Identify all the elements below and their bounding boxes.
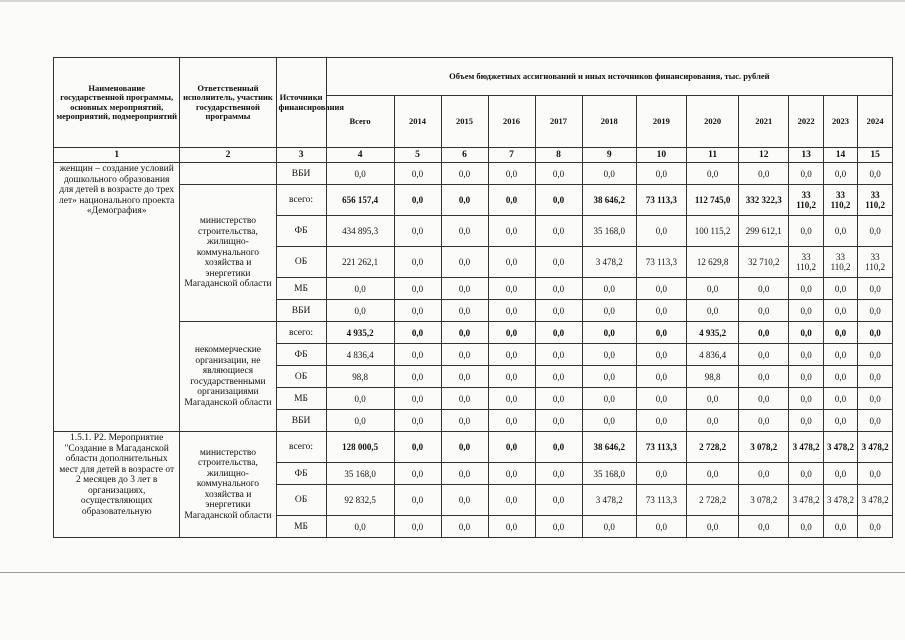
year-value-cell: 0,0: [789, 410, 823, 432]
year-value-cell: 0,0: [858, 322, 893, 344]
year-value-cell: 0,0: [858, 278, 893, 300]
header-year: 2023: [823, 96, 857, 148]
year-value-cell: 0,0: [636, 388, 686, 410]
source-cell: ВБИ: [276, 163, 326, 185]
year-value-cell: 0,0: [535, 300, 582, 322]
year-value-cell: 112 745,0: [686, 185, 738, 216]
year-value-cell: 38 646,2: [582, 432, 636, 463]
year-value-cell: 0,0: [636, 278, 686, 300]
year-value-cell: 3 478,2: [858, 485, 893, 516]
year-value-cell: 0,0: [488, 485, 535, 516]
source-cell: ВБИ: [276, 300, 326, 322]
executor-cell: министерство строительства, жилищно-коммунального хозяйства и энергетики Магаданской области: [180, 185, 276, 322]
year-value-cell: 0,0: [582, 388, 636, 410]
year-value-cell: 0,0: [789, 366, 823, 388]
year-value-cell: 4 935,2: [686, 322, 738, 344]
year-value-cell: 0,0: [686, 163, 738, 185]
header-total: Всего: [326, 96, 394, 148]
year-value-cell: 0,0: [488, 410, 535, 432]
year-value-cell: 3 478,2: [823, 485, 857, 516]
page-bottom-edge: [0, 572, 905, 573]
year-value-cell: 0,0: [535, 516, 582, 538]
year-value-cell: 0,0: [488, 463, 535, 485]
year-value-cell: 0,0: [535, 163, 582, 185]
year-value-cell: 0,0: [789, 516, 823, 538]
year-value-cell: 0,0: [535, 432, 582, 463]
year-value-cell: 0,0: [535, 185, 582, 216]
total-value-cell: 0,0: [326, 163, 394, 185]
year-value-cell: 0,0: [823, 388, 857, 410]
year-value-cell: 0,0: [823, 300, 857, 322]
year-value-cell: 0,0: [739, 322, 789, 344]
table-row: [54, 322, 893, 344]
table-row: [54, 185, 893, 216]
year-value-cell: 0,0: [823, 278, 857, 300]
year-value-cell: 0,0: [823, 463, 857, 485]
year-value-cell: 0,0: [582, 322, 636, 344]
year-value-cell: 0,0: [441, 485, 488, 516]
column-number: 13: [789, 148, 823, 163]
column-number: 11: [686, 148, 738, 163]
header-volume: Объем бюджетных ассигнований и иных источников финансирования, тыс. рублей: [326, 58, 892, 96]
header-year: 2019: [636, 96, 686, 148]
year-value-cell: 0,0: [582, 278, 636, 300]
year-value-cell: 0,0: [394, 247, 441, 278]
year-value-cell: 0,0: [441, 516, 488, 538]
year-value-cell: 33 110,2: [858, 247, 893, 278]
year-value-cell: 2 728,2: [686, 432, 738, 463]
year-value-cell: 0,0: [739, 300, 789, 322]
year-value-cell: 0,0: [535, 278, 582, 300]
header-year: 2016: [488, 96, 535, 148]
year-value-cell: 0,0: [739, 516, 789, 538]
column-number: 8: [535, 148, 582, 163]
column-numbers-row: [54, 148, 893, 163]
year-value-cell: 0,0: [823, 322, 857, 344]
total-value-cell: 0,0: [326, 300, 394, 322]
year-value-cell: 0,0: [858, 388, 893, 410]
year-value-cell: 0,0: [858, 300, 893, 322]
year-value-cell: 0,0: [488, 388, 535, 410]
year-value-cell: 0,0: [582, 344, 636, 366]
year-value-cell: 0,0: [394, 322, 441, 344]
column-number: 1: [54, 148, 180, 163]
total-value-cell: 0,0: [326, 388, 394, 410]
executor-cell: [180, 163, 276, 185]
header-year: 2022: [789, 96, 823, 148]
header-year: 2018: [582, 96, 636, 148]
year-value-cell: 0,0: [789, 463, 823, 485]
source-cell: ФБ: [276, 216, 326, 247]
year-value-cell: 0,0: [535, 366, 582, 388]
year-value-cell: 0,0: [441, 247, 488, 278]
column-number: 10: [636, 148, 686, 163]
year-value-cell: 332 322,3: [739, 185, 789, 216]
year-value-cell: 299 612,1: [739, 216, 789, 247]
column-number: 4: [326, 148, 394, 163]
year-value-cell: 0,0: [739, 344, 789, 366]
year-value-cell: 0,0: [823, 410, 857, 432]
year-value-cell: 0,0: [636, 516, 686, 538]
year-value-cell: 38 646,2: [582, 185, 636, 216]
total-value-cell: 0,0: [326, 278, 394, 300]
total-value-cell: 98,8: [326, 366, 394, 388]
header-year: 2021: [739, 96, 789, 148]
year-value-cell: 0,0: [582, 516, 636, 538]
year-value-cell: 0,0: [739, 278, 789, 300]
year-value-cell: 3 478,2: [789, 432, 823, 463]
year-value-cell: 0,0: [394, 344, 441, 366]
year-value-cell: 100 115,2: [686, 216, 738, 247]
column-number: 9: [582, 148, 636, 163]
total-value-cell: 434 895,3: [326, 216, 394, 247]
year-value-cell: 35 168,0: [582, 463, 636, 485]
year-value-cell: 0,0: [441, 300, 488, 322]
year-value-cell: 0,0: [789, 388, 823, 410]
year-value-cell: 0,0: [394, 366, 441, 388]
year-value-cell: 0,0: [636, 163, 686, 185]
year-value-cell: 32 710,2: [739, 247, 789, 278]
year-value-cell: 0,0: [789, 322, 823, 344]
source-cell: ОБ: [276, 247, 326, 278]
source-cell: ФБ: [276, 463, 326, 485]
column-number: 5: [394, 148, 441, 163]
column-number: 12: [739, 148, 789, 163]
year-value-cell: 0,0: [858, 216, 893, 247]
year-value-cell: 3 478,2: [858, 432, 893, 463]
year-value-cell: 0,0: [394, 278, 441, 300]
source-cell: МБ: [276, 278, 326, 300]
source-cell: всего:: [276, 185, 326, 216]
header-year: 2017: [535, 96, 582, 148]
column-number: 3: [276, 148, 326, 163]
year-value-cell: 0,0: [394, 300, 441, 322]
total-value-cell: 92 832,5: [326, 485, 394, 516]
year-value-cell: 0,0: [823, 344, 857, 366]
year-value-cell: 0,0: [488, 322, 535, 344]
source-cell: МБ: [276, 388, 326, 410]
year-value-cell: 0,0: [441, 278, 488, 300]
year-value-cell: 33 110,2: [858, 185, 893, 216]
year-value-cell: 0,0: [823, 216, 857, 247]
year-value-cell: 4 836,4: [686, 344, 738, 366]
year-value-cell: 0,0: [636, 410, 686, 432]
total-value-cell: 4 935,2: [326, 322, 394, 344]
year-value-cell: 2 728,2: [686, 485, 738, 516]
header-executor: Ответственный исполнитель, участник государственной программы: [180, 58, 276, 148]
year-value-cell: 0,0: [488, 344, 535, 366]
year-value-cell: 0,0: [582, 300, 636, 322]
year-value-cell: 0,0: [636, 463, 686, 485]
total-value-cell: 35 168,0: [326, 463, 394, 485]
year-value-cell: 0,0: [535, 410, 582, 432]
year-value-cell: 0,0: [441, 410, 488, 432]
total-value-cell: 0,0: [326, 516, 394, 538]
page-top-edge: [0, 0, 905, 2]
total-value-cell: 128 000,5: [326, 432, 394, 463]
year-value-cell: 0,0: [823, 163, 857, 185]
year-value-cell: 0,0: [441, 322, 488, 344]
year-value-cell: 0,0: [488, 516, 535, 538]
year-value-cell: 33 110,2: [789, 185, 823, 216]
program-name-cell: женщин – создание условий дошкольного образования для детей в возрасте до трех лет» национального проекта «Демография»: [54, 163, 180, 432]
header-year: 2015: [441, 96, 488, 148]
year-value-cell: 0,0: [686, 410, 738, 432]
year-value-cell: 0,0: [636, 366, 686, 388]
year-value-cell: 73 113,3: [636, 432, 686, 463]
year-value-cell: 0,0: [394, 485, 441, 516]
year-value-cell: 0,0: [488, 278, 535, 300]
budget-table: [53, 57, 893, 538]
source-cell: ОБ: [276, 366, 326, 388]
year-value-cell: 3 478,2: [582, 485, 636, 516]
year-value-cell: 73 113,3: [636, 185, 686, 216]
source-cell: всего:: [276, 322, 326, 344]
source-cell: ВБИ: [276, 410, 326, 432]
year-value-cell: 35 168,0: [582, 216, 636, 247]
year-value-cell: 73 113,3: [636, 247, 686, 278]
year-value-cell: 33 110,2: [823, 247, 857, 278]
year-value-cell: 3 478,2: [789, 485, 823, 516]
column-number: 15: [858, 148, 893, 163]
year-value-cell: 0,0: [441, 344, 488, 366]
year-value-cell: 3 478,2: [582, 247, 636, 278]
column-number: 14: [823, 148, 857, 163]
source-cell: всего:: [276, 432, 326, 463]
year-value-cell: 0,0: [789, 344, 823, 366]
year-value-cell: 0,0: [686, 278, 738, 300]
year-value-cell: 0,0: [441, 463, 488, 485]
year-value-cell: 0,0: [789, 216, 823, 247]
program-name-cell: 1.5.1. Р2. Мероприятие "Создание в Магаданской области дополнительных мест для детей в возрасте от 2 месяцев до 3 лет в организациях, осуществляющих образовательную: [54, 432, 180, 538]
year-value-cell: 0,0: [441, 185, 488, 216]
year-value-cell: 0,0: [394, 463, 441, 485]
year-value-cell: 0,0: [636, 322, 686, 344]
year-value-cell: 0,0: [488, 300, 535, 322]
year-value-cell: 0,0: [394, 163, 441, 185]
table-row: [54, 432, 893, 463]
year-value-cell: 0,0: [858, 344, 893, 366]
header-name: Наименование государственной программы, основных мероприятий, мероприятий, подмероприятий: [54, 58, 180, 148]
year-value-cell: 0,0: [739, 366, 789, 388]
year-value-cell: 0,0: [394, 432, 441, 463]
year-value-cell: 3 078,2: [739, 432, 789, 463]
header-year: 2014: [394, 96, 441, 148]
year-value-cell: 0,0: [441, 366, 488, 388]
year-value-cell: 0,0: [394, 388, 441, 410]
year-value-cell: 0,0: [739, 163, 789, 185]
year-value-cell: 98,8: [686, 366, 738, 388]
year-value-cell: 0,0: [858, 163, 893, 185]
year-value-cell: 0,0: [823, 366, 857, 388]
year-value-cell: 0,0: [686, 516, 738, 538]
year-value-cell: 0,0: [823, 516, 857, 538]
year-value-cell: 3 078,2: [739, 485, 789, 516]
year-value-cell: 0,0: [858, 463, 893, 485]
year-value-cell: 0,0: [441, 432, 488, 463]
header-source: Источники финансирования: [276, 58, 326, 148]
year-value-cell: 0,0: [488, 366, 535, 388]
executor-cell: министерство строительства, жилищно-коммунального хозяйства и энергетики Магаданской области: [180, 432, 276, 538]
year-value-cell: 0,0: [394, 216, 441, 247]
year-value-cell: 0,0: [535, 247, 582, 278]
year-value-cell: 0,0: [441, 388, 488, 410]
column-number: 7: [488, 148, 535, 163]
executor-cell: некоммерческие организации, не являющиеся государственными организациями Магаданской области: [180, 322, 276, 432]
year-value-cell: 0,0: [488, 432, 535, 463]
year-value-cell: 0,0: [535, 344, 582, 366]
year-value-cell: 0,0: [686, 300, 738, 322]
year-value-cell: 0,0: [535, 463, 582, 485]
year-value-cell: 0,0: [582, 410, 636, 432]
year-value-cell: 73 113,3: [636, 485, 686, 516]
year-value-cell: 0,0: [488, 216, 535, 247]
year-value-cell: 0,0: [858, 366, 893, 388]
year-value-cell: 0,0: [686, 388, 738, 410]
year-value-cell: 33 110,2: [823, 185, 857, 216]
year-value-cell: 0,0: [535, 388, 582, 410]
year-value-cell: 0,0: [394, 185, 441, 216]
column-number: 6: [441, 148, 488, 163]
year-value-cell: 0,0: [488, 185, 535, 216]
total-value-cell: 4 836,4: [326, 344, 394, 366]
year-value-cell: 3 478,2: [823, 432, 857, 463]
year-value-cell: 33 110,2: [789, 247, 823, 278]
year-value-cell: 0,0: [394, 410, 441, 432]
year-value-cell: 0,0: [441, 163, 488, 185]
year-value-cell: 0,0: [789, 300, 823, 322]
total-value-cell: 656 157,4: [326, 185, 394, 216]
header-year: 2020: [686, 96, 738, 148]
year-value-cell: 0,0: [535, 216, 582, 247]
year-value-cell: 0,0: [636, 344, 686, 366]
source-cell: МБ: [276, 516, 326, 538]
source-cell: ОБ: [276, 485, 326, 516]
header-year: 2024: [858, 96, 893, 148]
year-value-cell: 0,0: [789, 278, 823, 300]
year-value-cell: 0,0: [636, 216, 686, 247]
year-value-cell: 0,0: [739, 388, 789, 410]
year-value-cell: 0,0: [789, 163, 823, 185]
year-value-cell: 0,0: [535, 322, 582, 344]
total-value-cell: 0,0: [326, 410, 394, 432]
year-value-cell: 0,0: [739, 410, 789, 432]
year-value-cell: 0,0: [535, 485, 582, 516]
column-number: 2: [180, 148, 276, 163]
table-row: [54, 163, 893, 185]
year-value-cell: 0,0: [686, 463, 738, 485]
year-value-cell: 0,0: [488, 163, 535, 185]
year-value-cell: 0,0: [739, 463, 789, 485]
year-value-cell: 0,0: [488, 247, 535, 278]
year-value-cell: 0,0: [394, 516, 441, 538]
year-value-cell: 0,0: [582, 366, 636, 388]
table-header: [54, 58, 893, 148]
year-value-cell: 0,0: [858, 516, 893, 538]
year-value-cell: 0,0: [636, 300, 686, 322]
year-value-cell: 12 629,8: [686, 247, 738, 278]
year-value-cell: 0,0: [582, 163, 636, 185]
year-value-cell: 0,0: [858, 410, 893, 432]
year-value-cell: 0,0: [441, 216, 488, 247]
table-body: [54, 148, 893, 538]
source-cell: ФБ: [276, 344, 326, 366]
total-value-cell: 221 262,1: [326, 247, 394, 278]
